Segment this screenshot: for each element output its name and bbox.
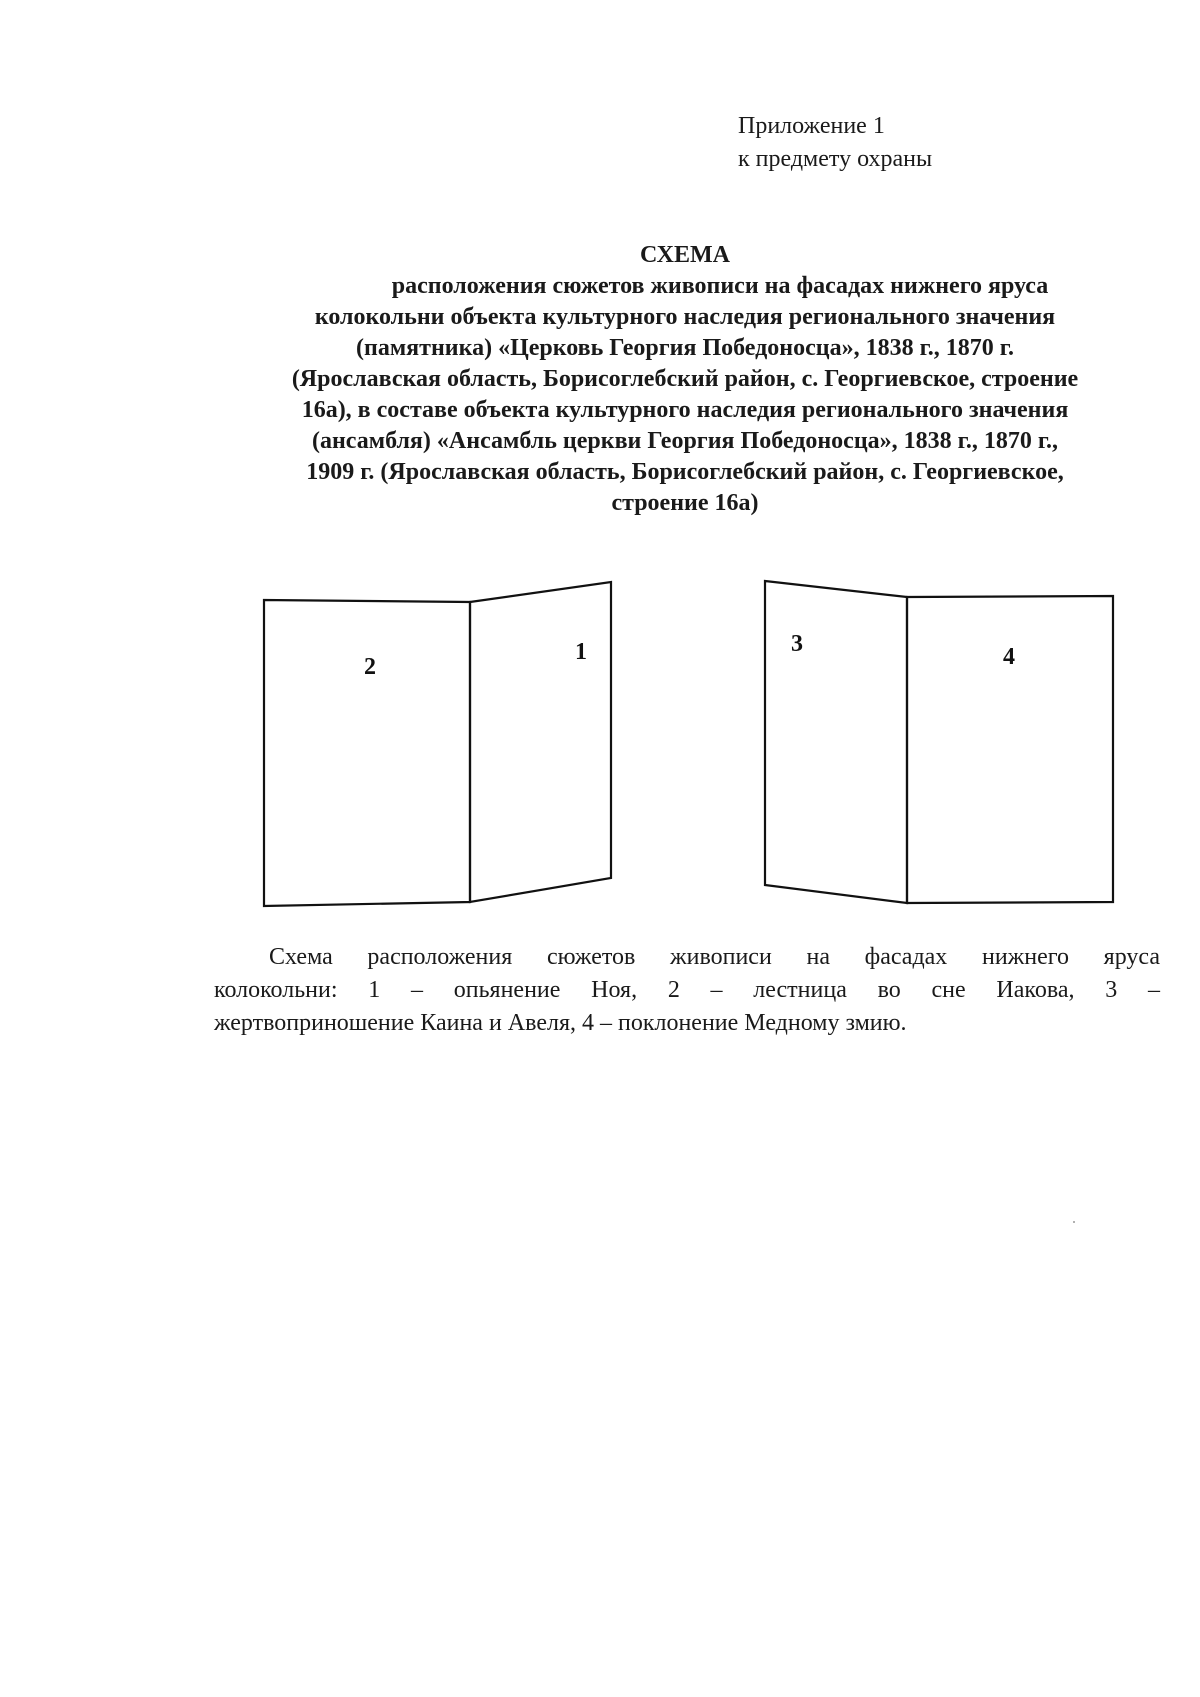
panel-number-3: 3	[791, 631, 803, 657]
appendix-line-2: к предмету охраны	[738, 146, 933, 172]
title-heading: СХЕМА	[639, 242, 731, 268]
facade-panel-4	[907, 596, 1113, 903]
panel-number-1: 1	[575, 639, 587, 665]
caption-line: Схема расположения сюжетов живописи на фасадах нижнего яруса	[269, 944, 1160, 970]
title-line: расположения сюжетов живописи на фасадах нижнего яруса	[391, 273, 1049, 299]
title-line: (ансамбля) «Ансамбль церкви Георгия Победоносца», 1838 г., 1870 г.,	[311, 428, 1059, 454]
caption-line: колокольни: 1 – опьянение Ноя, 2 – лестница во сне Иакова, 3 –	[214, 977, 1160, 1003]
appendix-line-1: Приложение 1	[738, 113, 885, 139]
caption-line: жертвоприношение Каина и Авеля, 4 – поклонение Медному змию.	[214, 1010, 907, 1036]
document-title	[212, 240, 1158, 519]
title-subtitle	[212, 271, 1158, 519]
facade-pair-left	[264, 582, 611, 906]
facade-panel-3	[765, 581, 907, 903]
diagram-caption	[214, 941, 1160, 1040]
facade-pair-right	[765, 581, 1113, 903]
facade-panel-1	[470, 582, 611, 902]
title-line: колокольни объекта культурного наследия регионального значения	[314, 304, 1056, 330]
title-line: строение 16а)	[611, 490, 759, 516]
title-line: 1909 г. (Ярославская область, Борисоглебский район, с. Георгиевское,	[306, 459, 1064, 485]
title-line: (памятника) «Церковь Георгия Победоносца», 1838 г., 1870 г.	[356, 335, 1014, 361]
scan-speck	[1073, 1221, 1075, 1223]
appendix-note	[738, 110, 932, 176]
title-line: (Ярославская область, Борисоглебский район, с. Георгиевское, строение	[291, 366, 1079, 392]
panel-number-2: 2	[364, 654, 376, 680]
title-line: 16а), в составе объекта культурного наследия регионального значения	[301, 397, 1069, 423]
facade-panel-2	[264, 600, 470, 906]
panel-number-4: 4	[1003, 644, 1015, 670]
